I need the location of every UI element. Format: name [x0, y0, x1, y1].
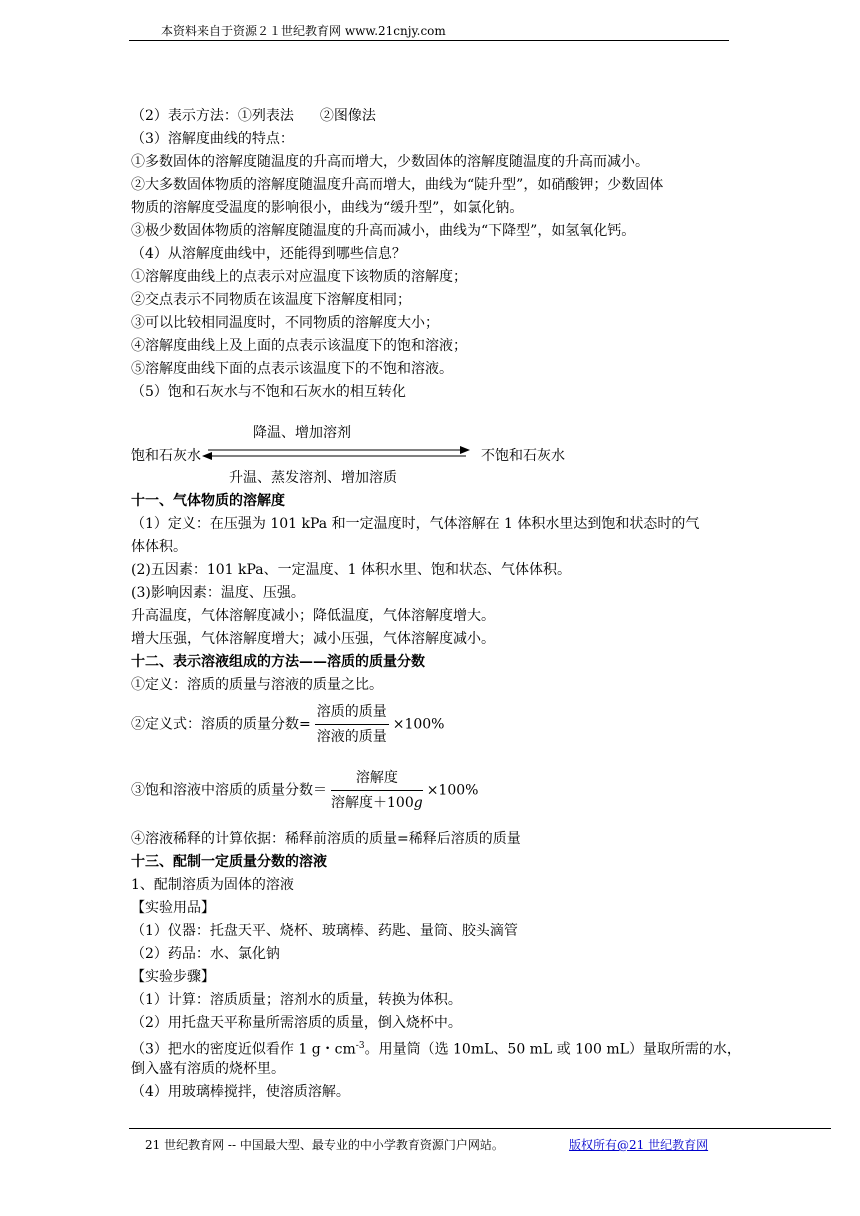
text-line: （1）定义：在压强为 101 kPa 和一定温度时，气体溶解在 1 体积水里达到饱和状态时的气 — [131, 516, 700, 532]
conversion-left-label: 饱和石灰水 — [131, 448, 201, 464]
fraction: $\frac{\text{溶解度}}{\text{溶解度＋100g}}$ — [331, 770, 423, 811]
fraction: $\frac{\text{溶质的质量}}{\text{溶液的质量}}$ — [316, 704, 387, 745]
copyright-link[interactable]: 版权所有@21 世纪教育网 — [569, 1138, 709, 1152]
text-line: ⑤溶解度曲线下面的点表示该温度下的不饱和溶液。 — [131, 361, 453, 377]
text-line: （2）用托盘天平称量所需溶质的质量，倒入烧杯中。 — [131, 1015, 462, 1031]
section-heading: 十二、表示溶液组成的方法——溶质的质量分数 — [131, 654, 425, 670]
text-line: (3)影响因素：温度、压强。 — [131, 585, 305, 601]
formula-mass-fraction: ②定义式：溶质的质量分数= $\frac{\text{溶质的质量}}{\text{溶液的质量}}$ ×100% — [131, 704, 445, 745]
conversion-bottom-label: 升温、蒸发溶剂、增加溶质 — [229, 470, 397, 486]
double-arrow-icon — [200, 446, 472, 460]
conversion-right-label: 不饱和石灰水 — [481, 448, 565, 464]
text-line: （4）用玻璃棒搅拌，使溶质溶解。 — [131, 1084, 350, 1100]
text-line: （2）表示方法：①列表法 ②图像法 — [131, 108, 376, 124]
text-line: （1）计算：溶质质量；溶剂水的质量，转换为体积。 — [131, 992, 462, 1008]
text-line: ②大多数固体物质的溶解度随温度升高而增大，曲线为“陡升型”，如硝酸钾；少数固体 — [131, 177, 664, 193]
text-line: ④溶液稀释的计算依据：稀释前溶质的质量=稀释后溶质的质量 — [131, 831, 521, 847]
text-line: （1）仪器：托盘天平、烧杯、玻璃棒、药匙、量筒、胶头滴管 — [131, 923, 518, 939]
text-line: ①多数固体的溶解度随温度的升高而增大，少数固体的溶解度随温度的升高而减小。 — [131, 154, 649, 170]
formula-saturated-fraction: ③饱和溶液中溶质的质量分数＝ $\frac{\text{溶解度}}{\text{溶解度＋100g}}$ ×100% — [131, 770, 479, 811]
text-line: ③可以比较相同温度时，不同物质的溶解度大小； — [131, 315, 439, 331]
text-line: ③极少数固体物质的溶解度随温度的升高而减小，曲线为“下降型”，如氢氧化钙。 — [131, 223, 636, 239]
text-line: （3）把水的密度近似看作 1 g・$cm^{-3}$。用量筒（选 10mL、50 mL 或 100 mL）量取所需的水， — [131, 1041, 741, 1058]
text-line: （3）溶解度曲线的特点： — [131, 131, 294, 147]
text-line: （2）药品：水、氯化钠 — [131, 946, 280, 962]
conversion-top-label: 降温、增加溶剂 — [253, 425, 351, 441]
text-line: ①定义：溶质的质量与溶液的质量之比。 — [131, 677, 383, 693]
text-line: ②交点表示不同物质在该温度下溶解度相同； — [131, 292, 411, 308]
text-line: （5）饱和石灰水与不饱和石灰水的相互转化 — [131, 384, 406, 400]
text-line: 【实验用品】 — [131, 900, 215, 916]
text-line: 增大压强，气体溶解度增大；减小压强，气体溶解度减小。 — [131, 631, 495, 647]
section-heading: 十一、气体物质的溶解度 — [131, 493, 285, 509]
text-line: 物质的溶解度受温度的影响很小，曲线为“缓升型”，如氯化钠。 — [131, 200, 524, 216]
text-line: 体体积。 — [131, 539, 187, 555]
section-heading: 十三、配制一定质量分数的溶液 — [131, 854, 327, 870]
footer-divider — [129, 1128, 831, 1129]
text-line: （4）从溶解度曲线中，还能得到哪些信息？ — [131, 246, 406, 262]
text-line: 【实验步骤】 — [131, 969, 215, 985]
text-line: 升高温度，气体溶解度减小；降低温度，气体溶解度增大。 — [131, 608, 495, 624]
text-line: ④溶解度曲线上及上面的点表示该温度下的饱和溶液； — [131, 338, 467, 354]
text-line: (2)五因素：101 kPa、一定温度、1 体积水里、饱和状态、气体体积。 — [131, 562, 571, 578]
page-header: 本资料来自于资源２１世纪教育网 www.21cnjy.com — [161, 24, 446, 38]
text-line: ①溶解度曲线上的点表示对应温度下该物质的溶解度； — [131, 269, 467, 285]
text-line: 1、配制溶质为固体的溶液 — [131, 877, 294, 893]
header-divider — [129, 40, 729, 41]
text-line: 倒入盛有溶质的烧杯里。 — [131, 1061, 285, 1077]
footer-text: 21 世纪教育网 -- 中国最大型、最专业的中小学教育资源门户网站。 — [145, 1138, 504, 1152]
